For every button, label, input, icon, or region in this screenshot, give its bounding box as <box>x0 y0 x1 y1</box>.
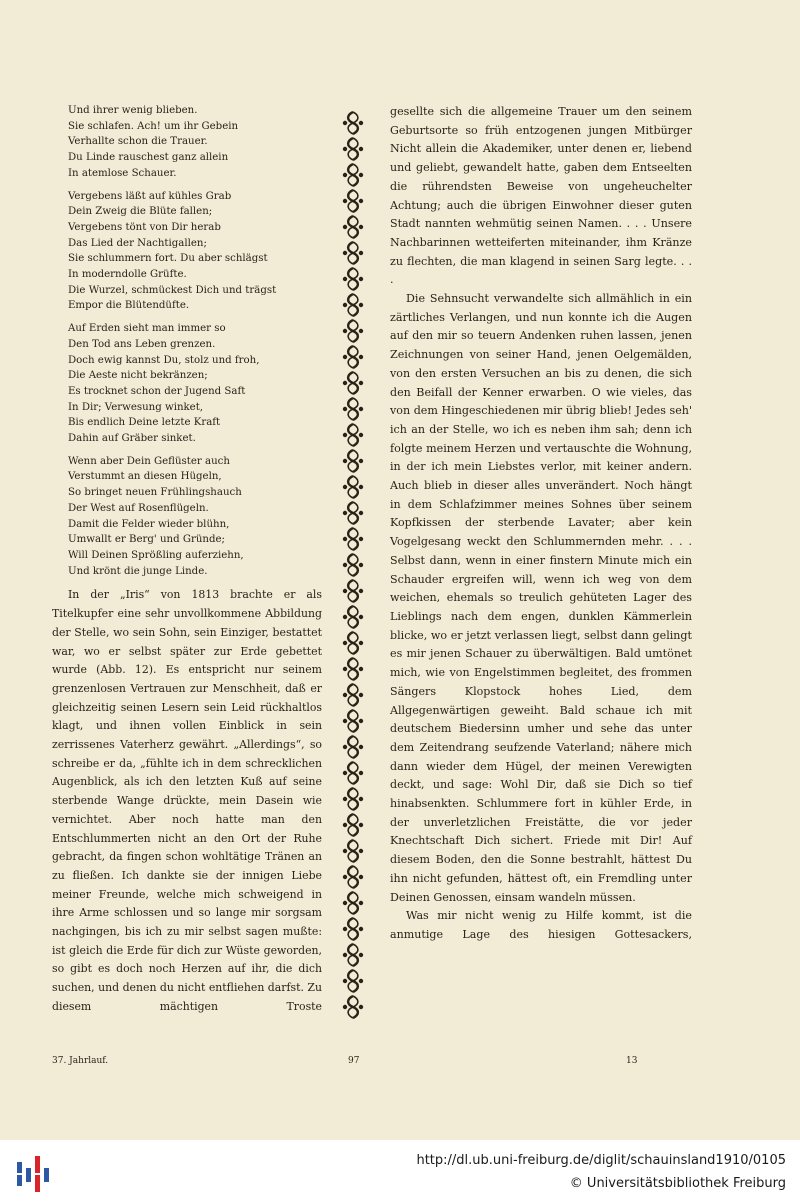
poem-line: In atemlose Schauer. <box>68 167 177 179</box>
poem-line: Sie schlafen. Ach! um ihr Gebein <box>68 120 239 132</box>
poem-line: Verstummt an diesen Hügeln, <box>68 471 222 483</box>
poem-line: Den Tod ans Leben grenzen. <box>68 338 216 350</box>
body-paragraph: In der „Iris“ von 1813 brachte er als Titelkupfer eine sehr unvollkommene Abbildung der Stelle, wo sein Sohn, sein Einziger, bestattet war, wo er selbst später zur Erde gebettet wurde (Abb. 12). Es entspricht nur seinem grenzenlosen Vertrauen zur Menschheit, daß er gleichzeitig seinen Lesern sein Leid rückhaltlos klagt, und ihnen vollen Einblick in sein zerrissenes Vaterherz gewährt. „Allerdings“, so schreibe er da, „fühlte ich in dem schrecklichen Augenblick, als ich den letzten Kuß auf seine sterbende Wange drückte, mein Dasein wie vernichtet. Aber noch hatte man den Entschlummerten nicht an den Ort der Ruhe gebracht, da fingen schon wohltätige Tränen an zu fließen. Ich dankte sie der innigen Liebe meiner Freunde, welche mich schweigend in ihre Arme schlossen und so lange mir sorgsam nachgingen, bis ich zu mir selbst sagen mußte: ist gleich die Erde für dich zur Wüste geworden, so gibt es doch noch Herzen auf ihr, die dich suchen, und denen du nicht entfliehen darfst. Zu diesem mächtigen Troste <box>52 588 322 1013</box>
viewer-footer-bar <box>0 1140 800 1204</box>
poem-line: Und krönt die junge Linde. <box>68 565 208 577</box>
document-url-link[interactable]: http://dl.ub.uni-freiburg.de/diglit/schauinsland1910/0105 <box>416 1153 786 1168</box>
poem-stanza <box>68 103 322 182</box>
left-column <box>52 103 322 1035</box>
copyright-notice: © Universitätsbibliothek Freiburg <box>569 1176 786 1191</box>
poem-line: Dahin auf Gräber sinket. <box>68 433 196 445</box>
poem-line: Auf Erden sieht man immer so <box>68 323 226 335</box>
poem-stanza <box>68 454 322 580</box>
poem-line: Der West auf Rosenflügeln. <box>68 502 209 514</box>
ornamental-divider <box>340 110 366 1022</box>
poem-line: Und ihrer wenig blieben. <box>68 105 198 116</box>
poem-line: Verhallte schon die Trauer. <box>68 136 208 148</box>
poem-line: Will Deinen Sprößling auferziehn, <box>68 549 244 561</box>
right-column <box>390 103 692 963</box>
footer-page-number: 97 <box>348 1056 360 1066</box>
footer-sheet-number: 13 <box>626 1056 638 1066</box>
poem-line: In Dir; Verwesung winket, <box>68 401 204 413</box>
poem-line: Dein Zweig die Blüte fallen; <box>68 206 213 218</box>
poem-line: Das Lied der Nachtigallen; <box>68 237 207 249</box>
poem-line: So bringet neuen Frühlingshauch <box>68 487 242 499</box>
poem-line: Vergebens läßt auf kühles Grab <box>68 190 232 202</box>
footer-journal-volume: 37. Jahrlauf. <box>52 1056 109 1066</box>
poem-line: Umwallt er Berg' und Gründe; <box>68 534 225 546</box>
body-paragraph: gesellte sich die allgemeine Trauer um den seinem Geburtsorte so früh entzogenen jungen Mitbürger Nicht allein die Akademiker, unter denen er, liebend und geliebt, gewandelt hatte, gaben dem Entseelten die rührendsten Beweise von ungeheuchelter Achtung; auch die übrigen Einwohner dieser guten Stadt nannten wehmütig seinen Namen. . . . Unsere Nachbarinnen wetteiferten miteinander, ihm Kränze zu flechten, die man klagend in seinen Sarg legte. . . . <box>390 105 692 287</box>
poem-line: Doch ewig kannst Du, stolz und froh, <box>68 354 260 366</box>
poem-line: Es trocknet schon der Jugend Saft <box>68 385 246 397</box>
body-paragraph: Die Sehnsucht verwandelte sich allmählich in ein zärtliches Verlangen, und nun konnte ich die Augen auf den mir so teuern Andenken ruhen lassen, jenen Zeichnungen von seiner Hand, jenen Oelgemälden, von den ersten Versuchen an bis zu denen, die sich den Beifall der Kenner erwarben. O wie vieles, das von dem Hingeschiedenen mir übrig blieb! Jedes seh' ich an der Stelle, wo ich es neben ihm sah; denn ich folgte meinem Herzen und vertauschte die Wohnung, in der ich mein Liebstes verlor, mit keiner andern. Auch blieb in dieser alles unverändert. Noch hängt in dem Schlafzimmer meines Sohnes über seinem Kopfkissen der sterbende Lavater; aber kein Vogelgesang weckt den Schlummernden mehr. . . . Selbst dann, wenn in einer finstern Minute mich ein Schauder ergreifen will, wenn ich weg von dem weichen, ehemals so treulich gehüteten Lager des Lieblings nach dem engen, dunklen Kämmerlein blicke, wo er jetzt verlassen liegt, selbst dann gelingt es mir jenen Schauer zu überwältigen. Bald umtönet mich, wie von Engelstimmen begleitet, des frommen Sängers Klopstock hohes Lied, dem Allgegenwärtigen geweiht. Bald schaue ich mit deutschem Biedersinn umher und sehe das unter dem Zeitendrang seufzende Vaterland; nähere mich dann wieder dem Hügel, der meinen Verewigten deckt, und sage: Wohl Dir, daß sie Dich so tief hinabsenkten. Schlummere fort in kühler Erde, in der unverletzlichen Freistätte, die vor jeder Knechtschaft Dich sichert. Friede mit Dir! Auf diesem Boden, den die Sonne bestrahlt, hättest Du ihn nicht gefunden, hättest oft, ein Fremdling unter Deinen Genossen, einsam wandeln müssen. <box>390 292 692 904</box>
poem-line: In moderndolle Grüfte. <box>68 269 187 281</box>
poem-line: Damit die Felder wieder blühn, <box>68 518 230 530</box>
poem-stanza <box>68 321 322 447</box>
poem-line: Die Wurzel, schmückest Dich und trägst <box>68 284 277 296</box>
body-paragraph: Was mir nicht wenig zu Hilfe kommt, ist die anmutige Lage des hiesigen Gottesackers, <box>390 909 692 941</box>
poem-line: Vergebens tönt von Dir herab <box>68 221 221 233</box>
poem-line: Sie schlummern fort. Du aber schlägst <box>68 253 268 265</box>
poem-stanza <box>68 189 322 315</box>
poem-line: Empor die Blütendüfte. <box>68 300 190 312</box>
poem-line: Die Aeste nicht bekränzen; <box>68 370 208 382</box>
poem-line: Du Linde rauschest ganz allein <box>68 152 229 164</box>
ub-freiburg-logo-icon <box>14 1154 54 1194</box>
poem-line: Bis endlich Deine letzte Kraft <box>68 417 221 429</box>
poem-line: Wenn aber Dein Geflüster auch <box>68 455 230 467</box>
